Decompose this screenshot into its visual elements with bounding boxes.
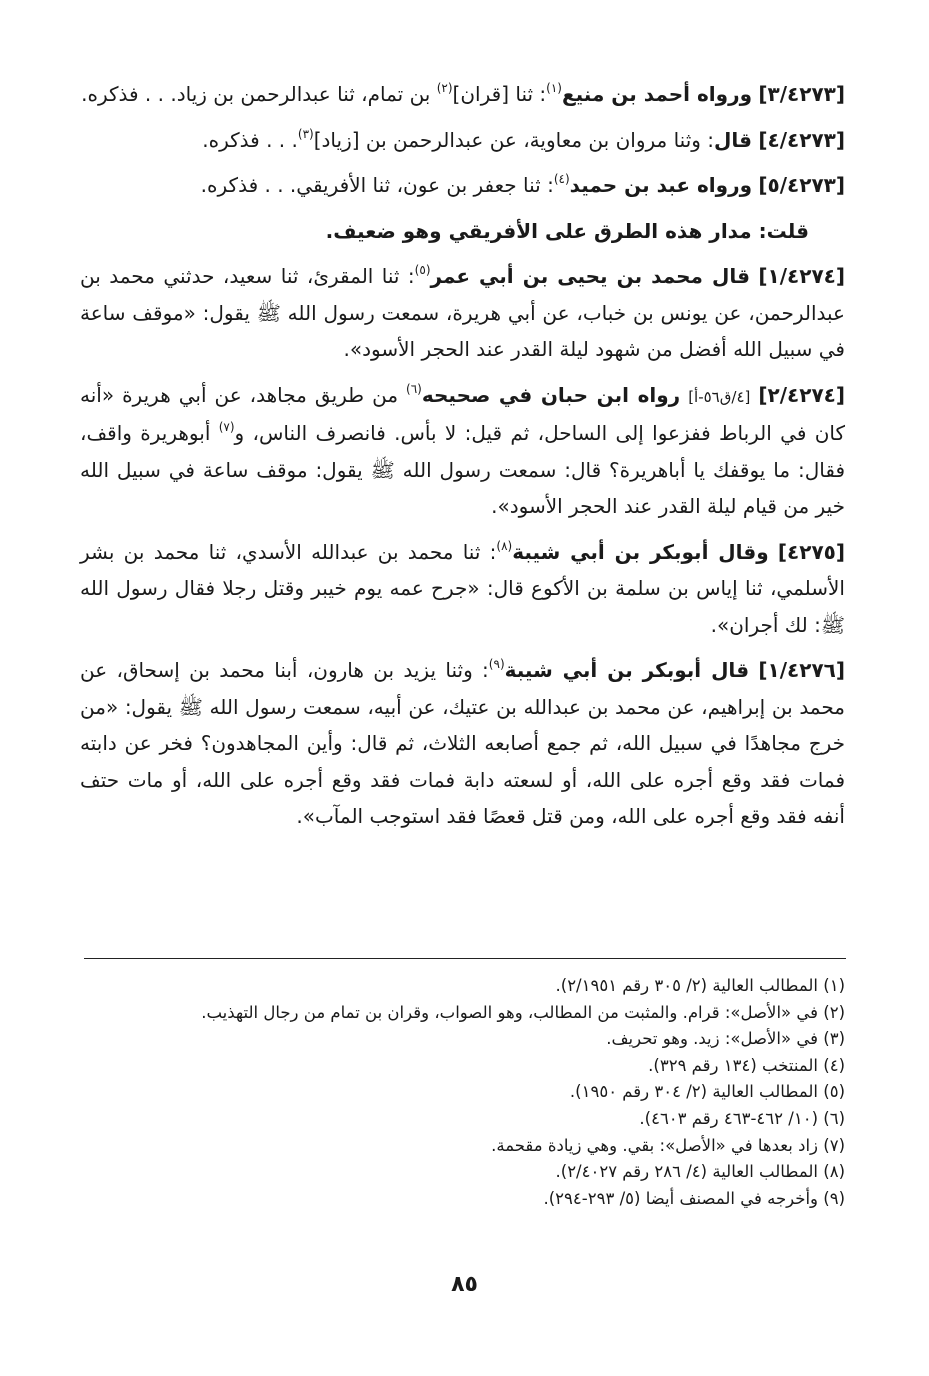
paragraph-text: أبوهريرة واقف، فقال: ما يوقفك يا أباهريرة؟ قال: سمعت رسول الله ﷺ يقول: موقف ساعة في سبيل الله خير من قيام ليلة القدر عند الحجر الأسود». <box>80 421 845 518</box>
paragraph <box>80 258 845 368</box>
paragraph-text: : وثنا مروان بن معاوية، عن عبدالرحمن بن [زياد] <box>313 127 715 152</box>
paragraph <box>80 122 845 159</box>
paragraph-text: : ثنا [قران] <box>452 82 547 106</box>
footnote-marker: (١) <box>546 81 562 95</box>
narrator-lead: ورواه أحمد بن منيع <box>561 82 753 106</box>
footnote-marker: (٩) <box>488 657 505 671</box>
footnote-marker: (٢) <box>436 81 453 95</box>
paragraph <box>80 534 845 644</box>
footnote: (٤) المنتخب (١٣٤ رقم ٣٢٩). <box>648 1055 845 1075</box>
page-number: ٨٥ <box>451 1272 478 1297</box>
hadith-number: [٥/٤٢٧٣] <box>758 173 845 197</box>
narrator-lead: رواه ابن حبان في صحيحه <box>421 382 681 407</box>
footnote: (٨) المطالب العالية (٤/ ٢٨٦ رقم ٢/٤٠٢٧). <box>555 1162 845 1182</box>
hadith-number: [٢/٤٢٧٤] <box>758 382 845 407</box>
footnote: (٩) وأخرجه في المصنف أيضا (٥/ ٢٩٣-٢٩٤). <box>543 1188 845 1208</box>
narrator-lead: ورواه عبد بن حميد <box>569 173 753 197</box>
paragraph-text: . . . فذكره. <box>202 127 298 152</box>
footnote: (٣) في «الأصل»: زيد. وهو تحريف. <box>606 1029 845 1049</box>
paragraph <box>80 652 845 835</box>
paragraph-text: بن تمام، ثنا عبدالرحمن بن زياد. . . فذكره. <box>81 82 437 106</box>
paragraph-text: : ثنا جعفر بن عون، ثنا الأفريقي. . . فذكره. <box>200 173 554 197</box>
footnote: (٥) المطالب العالية (٢/ ٣٠٤ رقم ١٩٥٠). <box>569 1082 845 1102</box>
footnote: (١) المطالب العالية (٢/ ٣٠٥ رقم ٢/١٩٥١). <box>555 976 845 995</box>
hadith-number: [١/٤٢٧٦] <box>758 658 846 682</box>
narrator-lead: قال <box>714 127 753 152</box>
hadith-number: [١/٤٢٧٤] <box>758 264 846 288</box>
hadith-number: [٤/٤٢٧٣] <box>758 127 845 152</box>
footnote-marker: (٦) <box>406 381 422 396</box>
footnote-marker: (٣) <box>297 126 314 141</box>
footnote-marker: (٤) <box>553 172 570 186</box>
paragraph-text: : وثنا يزيد بن هارون، أبنا محمد بن إسحاق، عن محمد بن إبراهيم، عن محمد بن عبدالله بن عتيك، عن أبيه، سمعت رسول الله ﷺ يقول: «من خرج مجاهدًا في سبيل الله، ثم جمع أصابعه الثلاث، ثم قال: وأين المجاهدون؟ فخر عن دابته فمات فقد وقع أجره على الله، أو لسعته دابة فمات فقد وقع أجره على الله، أو مات حتف أنفه فقد وقع أجره على الله، ومن قتل قعصًا فقد استوجب المآب». <box>80 658 845 828</box>
manuscript-marker: [٤/ق٥٦-أ] <box>688 387 751 406</box>
paragraph <box>80 167 845 204</box>
narrator-lead: قال محمد بن يحيى بن أبي عمر <box>430 264 750 288</box>
narrator-lead: قال أبوبكر بن أبي شيبة <box>504 658 750 682</box>
narrator-lead: وقال أبوبكر بن أبي شيبة <box>512 539 769 564</box>
paragraph-text: من طريق مجاهد، عن أبي هريرة «أنه كان في الرباط ففزعوا إلى الساحل، ثم قيل: لا بأس. فانصرف الناس، و <box>80 382 846 445</box>
footnote-marker: (٨) <box>496 538 513 553</box>
hadith-number: [٣/٤٢٧٣] <box>758 82 845 106</box>
footnote: (٦) (١٠/ ٤٦٢-٤٦٣ رقم ٤٦٠٣). <box>639 1108 845 1128</box>
footnote-marker: (٥) <box>414 263 431 277</box>
footnote: (٧) زاد بعدها في «الأصل»: بقي. وهي زيادة مقحمة. <box>491 1135 845 1155</box>
footnotes <box>80 973 845 1212</box>
paragraph-text: : ثنا محمد بن عبدالله الأسدي، ثنا محمد بن بشر الأسلمي، ثنا إياس بن سلمة بن الأكوع قال: «جرح عمه يوم خيبر وقتل رجلا فقال رسول الله ﷺ: لك أجران». <box>80 539 845 637</box>
paragraph <box>80 76 845 113</box>
main-text <box>80 76 845 844</box>
footnote: (٢) في «الأصل»: قرام. والمثبت من المطالب، وهو الصواب، وقران بن تمام من رجال التهذيب. <box>201 1002 845 1022</box>
paragraph <box>80 377 845 525</box>
paragraph-text: : ثنا المقرئ، ثنا سعيد، حدثني محمد بن عبدالرحمن، عن يونس بن خباب، عن أبي هريرة، سمعت رسول الله ﷺ يقول: «موقف ساعة في سبيل الله أفضل من شهود ليلة القدر عند الحجر الأسود». <box>80 264 845 361</box>
footnote-divider <box>84 958 846 959</box>
editor-note: قلت: مدار هذه الطرق على الأفريقي وهو ضعيف. <box>325 218 809 243</box>
hadith-number: [٤٢٧٥] <box>777 539 845 564</box>
footnote-marker: (٧) <box>218 420 235 434</box>
